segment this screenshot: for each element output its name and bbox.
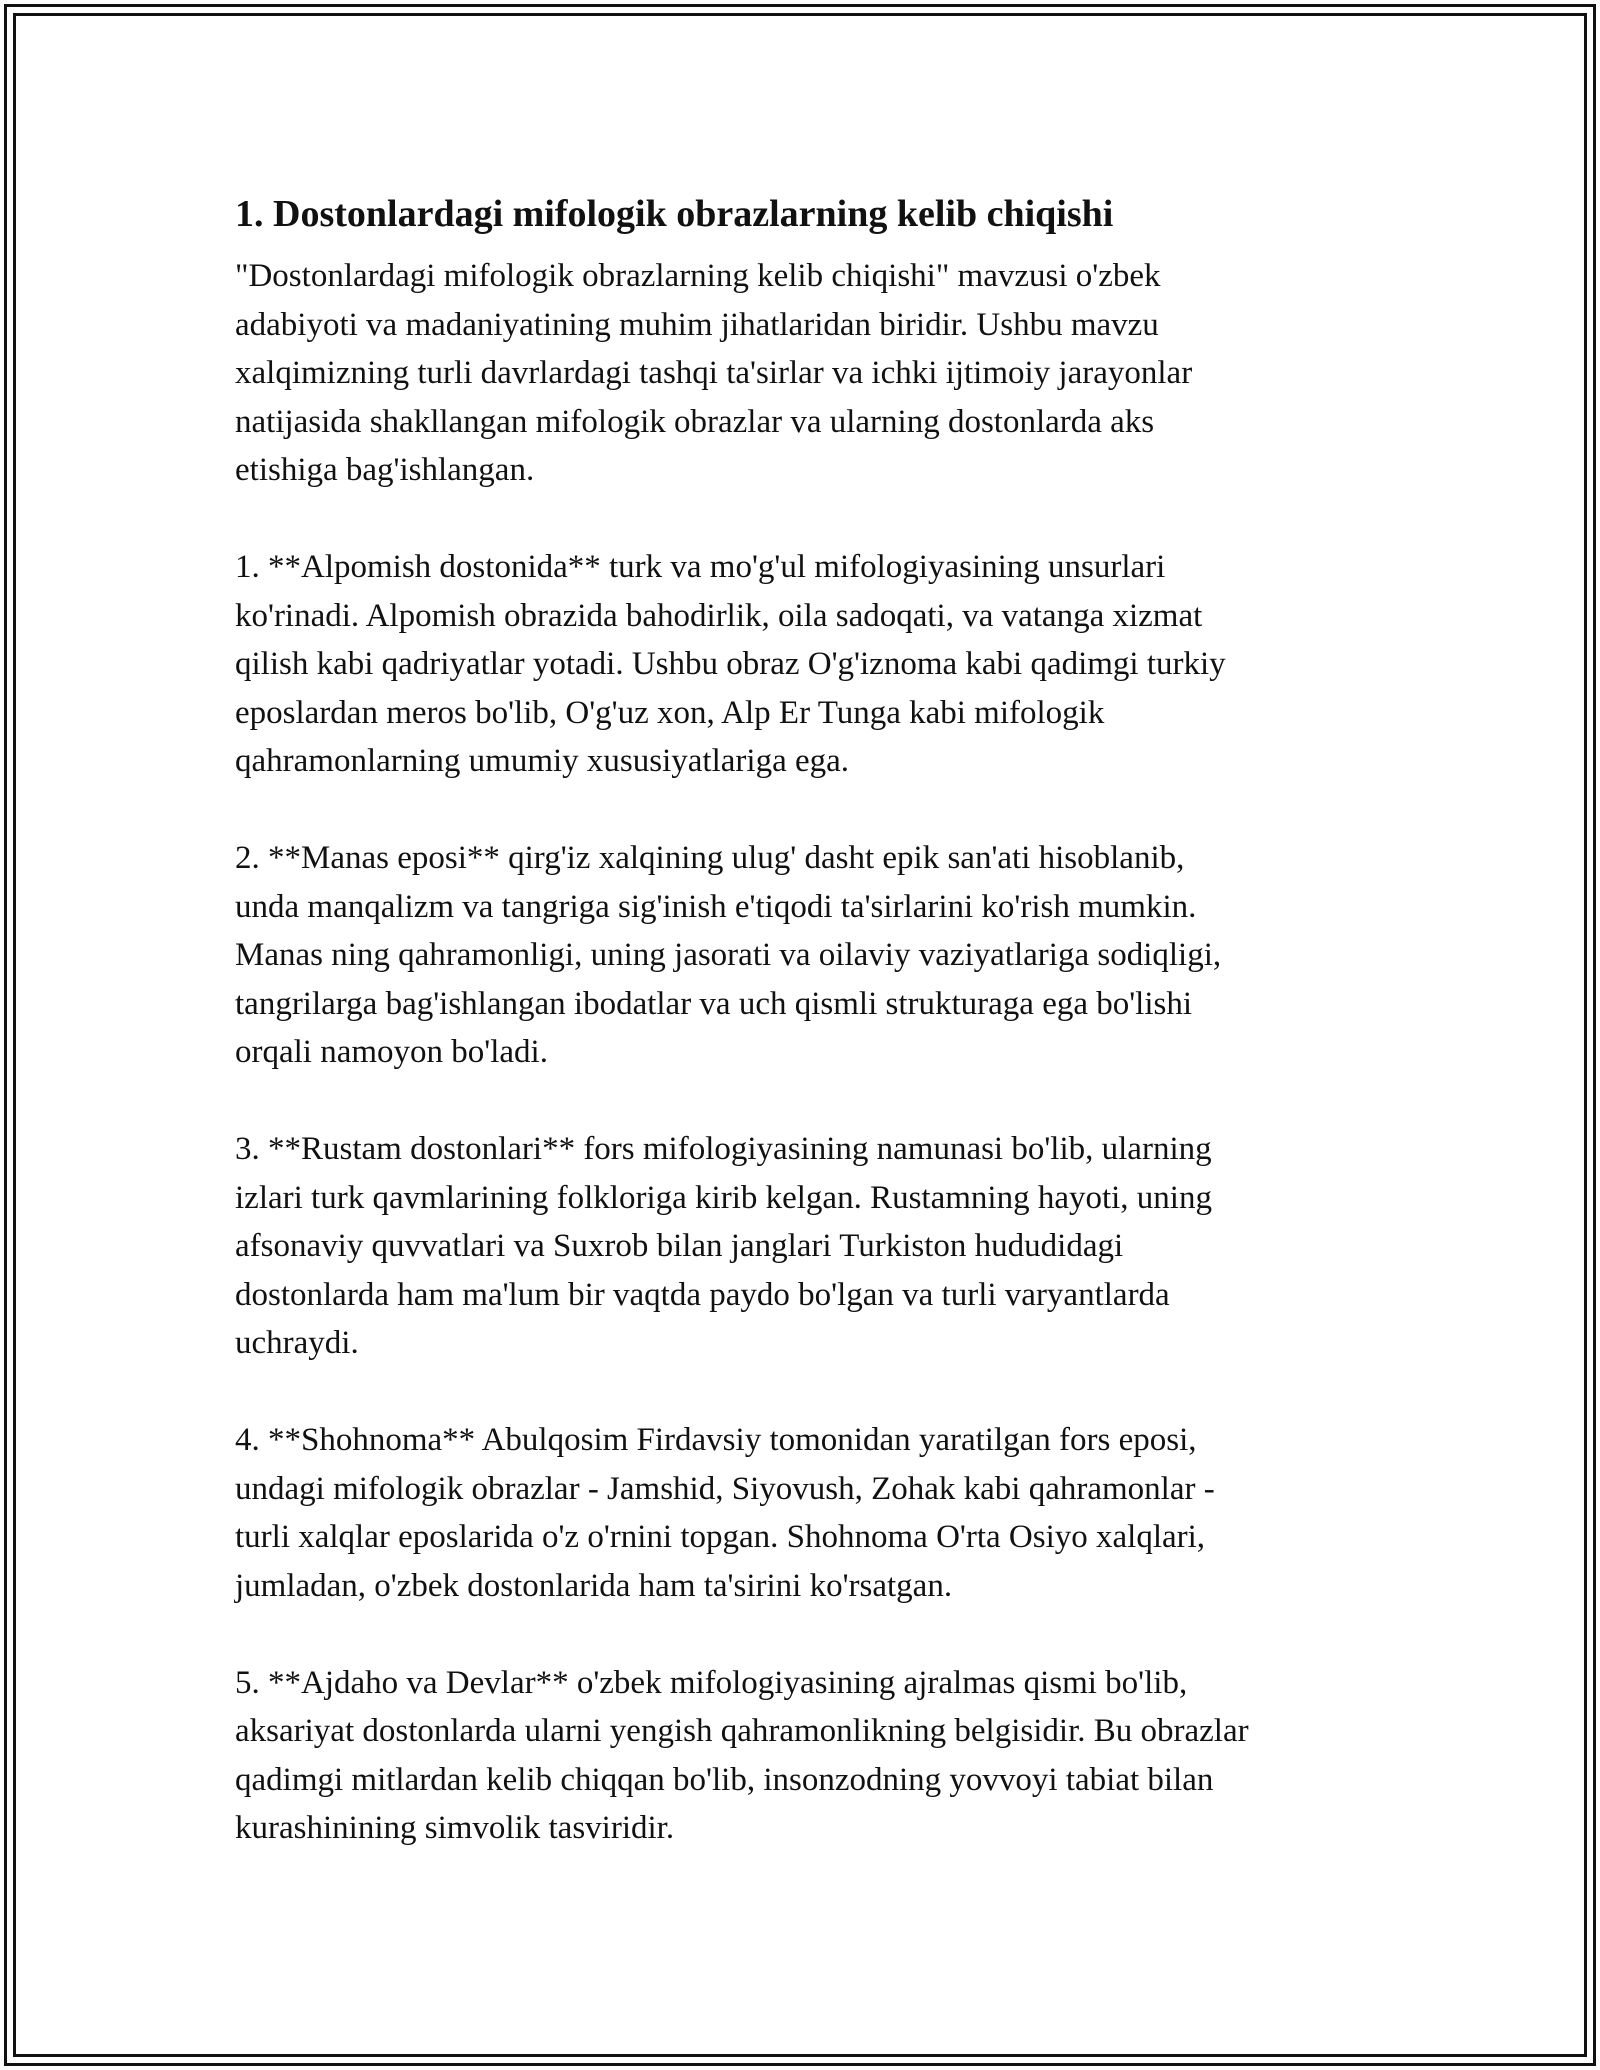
text-line: xalqimizning turli davrlardagi tashqi ta'sirlar va ichki ijtimoiy jarayonlar bbox=[235, 355, 1193, 391]
text-line: natijasida shakllangan mifologik obrazlar va ularning dostonlarda aks bbox=[235, 403, 1155, 440]
text-line: 4. **Shohnoma** Abulqosim Firdavsiy tomonidan yaratilgan fors eposi, bbox=[235, 1422, 1197, 1458]
document-title: 1. Dostonlardagi mifologik obrazlarning kelib chiqishi bbox=[235, 193, 1114, 235]
text-line: unda manqalizm va tangriga sig'inish e'tiqodi ta'sirlarini ko'rish mumkin. bbox=[235, 888, 1197, 925]
text-line: kurashinining simvolik tasviridir. bbox=[235, 1810, 675, 1846]
text-line: jumladan, o'zbek dostonlarida ham ta'sirini ko'rsatgan. bbox=[235, 1567, 953, 1604]
text-line: 5. **Ajdaho va Devlar** o'zbek mifologiyasining ajralmas qismi bo'lib, bbox=[235, 1664, 1188, 1701]
text-line: adabiyoti va madaniyatining muhim jihatlaridan biridir. Ushbu mavzu bbox=[235, 306, 1159, 343]
text-line: dostonlarda ham ma'lum bir vaqtda paydo bo'lgan va turli varyantlarda bbox=[235, 1276, 1170, 1313]
text-line: etishiga bag'ishlangan. bbox=[235, 452, 535, 488]
text-line: qadimgi mitlardan kelib chiqqan bo'lib, insonzodning yovvoyi tabiat bilan bbox=[235, 1761, 1214, 1798]
text-line: afsonaviy quvvatlari va Suxrob bilan janglari Turkiston hududidagi bbox=[235, 1228, 1124, 1264]
text-line: Manas ning qahramonligi, uning jasorati va oilaviy vaziyatlariga sodiqligi, bbox=[235, 937, 1222, 973]
text-line: tangrilarga bag'ishlangan ibodatlar va uch qismli strukturaga ega bo'lishi bbox=[235, 985, 1193, 1022]
text-line: aksariyat dostonlarda ularni yengish qahramonlikning belgisidir. Bu obrazlar bbox=[235, 1713, 1249, 1749]
text-line: uchraydi. bbox=[235, 1325, 359, 1361]
text-line: qahramonlarning umumiy xususiyatlariga ega. bbox=[235, 743, 850, 779]
text-line: undagi mifologik obrazlar - Jamshid, Siyovush, Zohak kabi qahramonlar - bbox=[235, 1470, 1215, 1507]
intro-paragraph bbox=[235, 252, 1375, 495]
text-line: turli xalqlar eposlarida o'z o'rnini topgan. Shohnoma O'rta Osiyo xalqlari, bbox=[235, 1519, 1206, 1555]
rustam-paragraph bbox=[235, 1125, 1375, 1368]
ajdaho-paragraph bbox=[235, 1659, 1375, 1853]
text-line: 3. **Rustam dostonlari** fors mifologiyasining namunasi bo'lib, ularning bbox=[235, 1131, 1212, 1167]
shohnoma-paragraph bbox=[235, 1416, 1375, 1610]
text-line: orqali namoyon bo'ladi. bbox=[235, 1034, 548, 1070]
text-line: 2. **Manas eposi** qirg'iz xalqining ulug' dasht epik san'ati hisoblanib, bbox=[235, 840, 1185, 876]
manas-paragraph bbox=[235, 834, 1375, 1077]
text-line: qilish kabi qadriyatlar yotadi. Ushbu obraz O'g'iznoma kabi qadimgi turkiy bbox=[235, 646, 1226, 682]
text-line: eposlardan meros bo'lib, O'g'uz xon, Alp Er Tunga kabi mifologik bbox=[235, 694, 1105, 731]
document-body bbox=[235, 186, 1375, 1901]
text-line: izlari turk qavmlarining folkloriga kirib kelgan. Rustamning hayoti, uning bbox=[235, 1179, 1212, 1216]
text-line: 1. **Alpomish dostonida** turk va mo'g'ul mifologiyasining unsurlari bbox=[235, 549, 1166, 585]
alpomish-paragraph bbox=[235, 543, 1375, 786]
text-line: ko'rinadi. Alpomish obrazida bahodirlik, oila sadoqati, va vatanga xizmat bbox=[235, 597, 1203, 634]
text-line: "Dostonlardagi mifologik obrazlarning kelib chiqishi" mavzusi o'zbek bbox=[235, 258, 1161, 294]
